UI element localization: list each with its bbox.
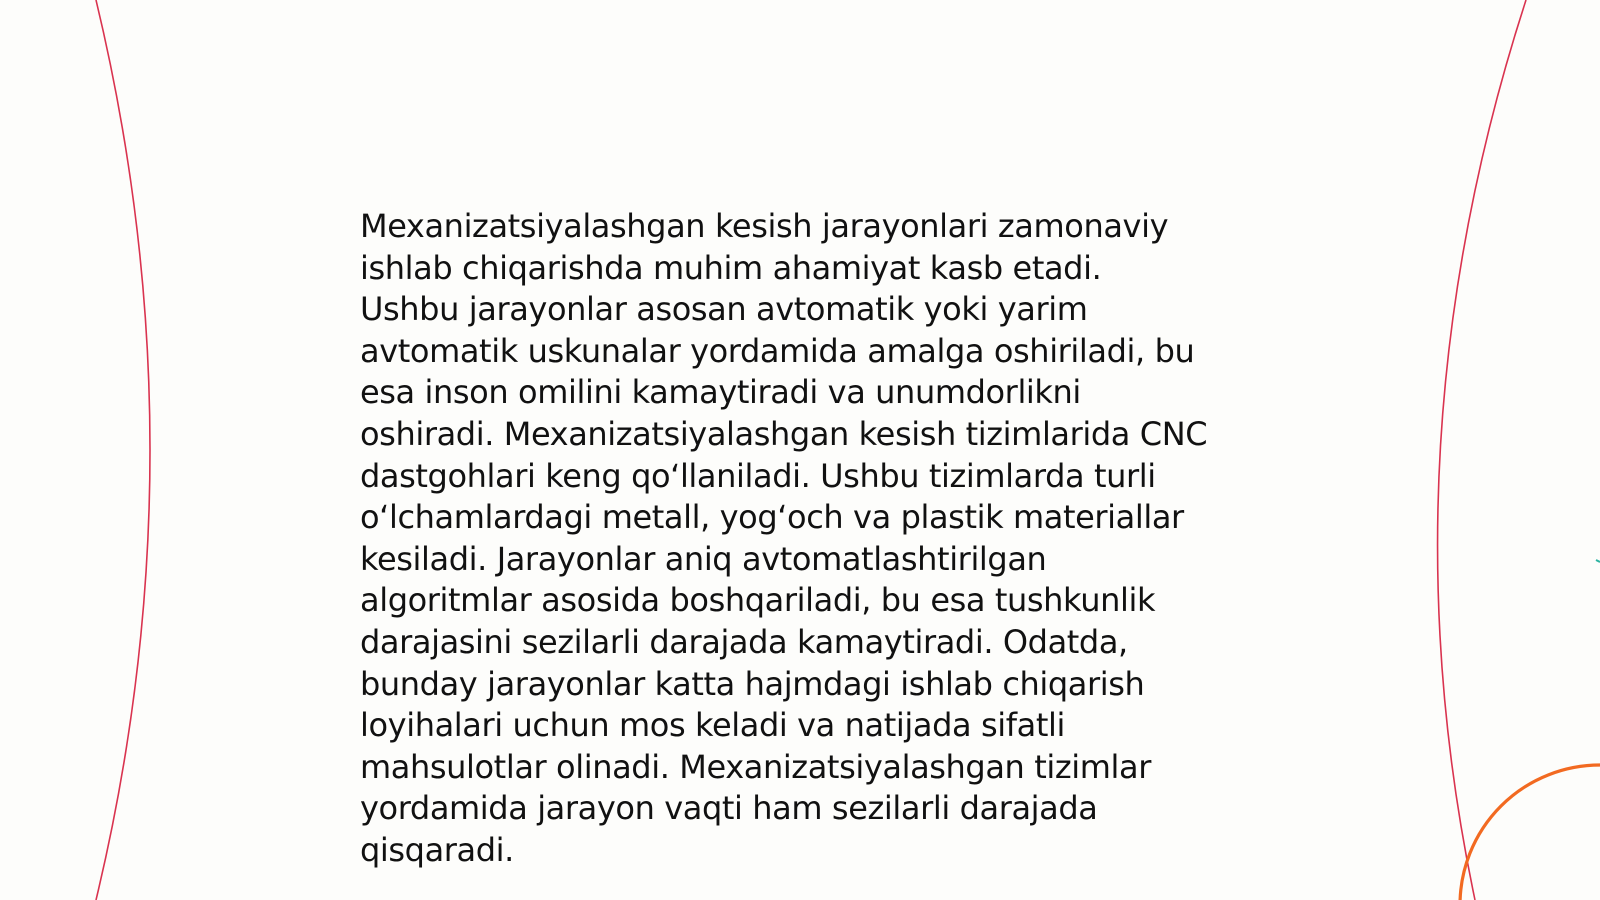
corner-circle (1460, 765, 1600, 900)
right-arc-line (1438, 0, 1526, 900)
left-arc-line (96, 0, 150, 900)
accent-mark (1596, 560, 1600, 562)
body-paragraph: Mexanizatsiyalashgan kesish jarayonlari zamonaviy ishlab chiqarishda muhim ahamiyat kasb etadi. Ushbu jarayonlar asosan avtomatik yoki yarim avtomatik uskunalar yordamida amalga oshiriladi, bu esa inson omilini kamaytiradi va unumdorlikni oshiradi. Mexanizatsiyalashgan kesish tizimlarida CNC dastgohlari keng qoʻllaniladi. Ushbu tizimlarda turli oʻlchamlardagi metall, yogʻoch va plastik materiallar kesiladi. Jarayonlar aniq avtomatlashtirilgan algoritmlar asosida boshqariladi, bu esa tushkunlik darajasini sezilarli darajada kamaytiradi. Odatda, bunday jarayonlar katta hajmdagi ishlab chiqarish loyihalari uchun mos keladi va natijada sifatli mahsulotlar olinadi. Mexanizatsiyalashgan tizimlar yordamida jarayon vaqti ham sezilarli darajada qisqaradi. (360, 207, 1208, 869)
